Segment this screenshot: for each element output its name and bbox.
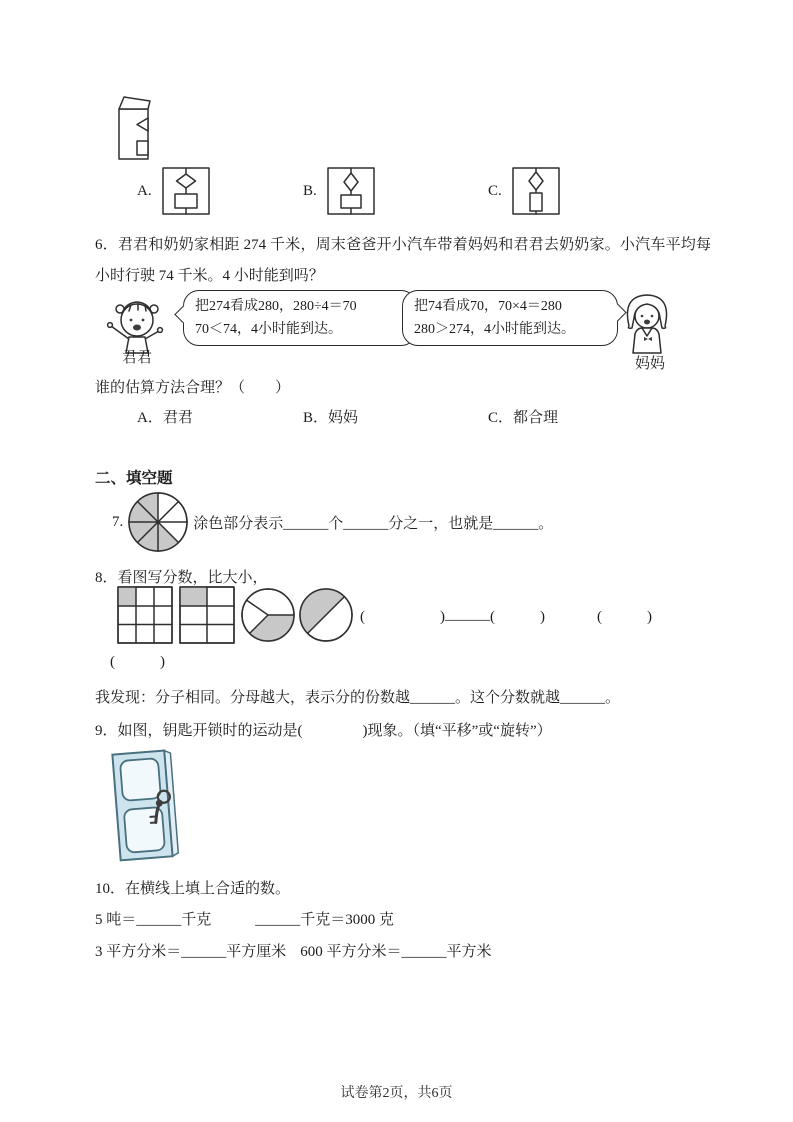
q8-finding: 我发现：分子相同。分母越大，表示分的份数越______。这个分数就越______。 <box>95 690 621 706</box>
compare-blank: ______ <box>445 606 490 623</box>
speech-bubble-junjun <box>183 290 417 346</box>
q5-option-a-figure <box>161 166 211 216</box>
fraction-grid-3x3 <box>117 586 173 644</box>
bubble-junjun-line2: 70＜74，4小时能到达。 <box>195 322 342 337</box>
section-2-title: 二、填空题 <box>95 470 173 487</box>
q5-option-c-label: C. <box>488 182 502 199</box>
q10-line2-left: 3 平方分米＝______平方厘米 <box>95 944 287 960</box>
mother-name: 妈妈 <box>635 356 666 372</box>
q10-line1-left: 5 吨＝______千克 <box>95 912 212 928</box>
q6-option-a: A．君君 <box>137 410 193 426</box>
q5-option-a <box>137 166 211 216</box>
pie-eighths-figure <box>126 490 190 554</box>
q6-option-c: C．都合理 <box>488 410 559 426</box>
question-6-text: 6．君君和奶奶家相距 274 千米，周末爸爸开小汽车带着妈妈和君君去奶奶家。小汽车平均每小时行驶 74 千米。4 小时能到吗？ <box>95 237 711 284</box>
q5-option-c-figure <box>511 166 561 216</box>
q8-figure-row <box>117 586 652 644</box>
q5-option-b <box>303 166 376 216</box>
q10-line1 <box>95 908 394 929</box>
fraction-circle-thirds <box>240 587 296 643</box>
q5-option-b-figure <box>326 166 376 216</box>
q5-option-c <box>488 166 561 216</box>
fraction-blank-4: ( ) <box>110 654 165 670</box>
door-key-figure <box>101 746 193 870</box>
q6-option-b: B．妈妈 <box>303 410 359 426</box>
question-7 <box>112 490 553 554</box>
fraction-circle-halves <box>298 587 354 643</box>
q7-text: 涂色部分表示______个______分之一，也就是______。 <box>193 515 554 532</box>
bubble-mama-line1: 把74看成70，70×4＝280 <box>414 299 562 314</box>
q6-prompt: 谁的估算方法合理？（ ） <box>95 380 291 396</box>
q10-line1-right: ______千克＝3000 克 <box>255 912 395 928</box>
speech-bubble-mama <box>402 290 618 346</box>
bubble-junjun-line1: 把274看成280，280÷4＝70 <box>195 299 357 314</box>
page-footer: 试卷第2页，共6页 <box>340 1086 453 1101</box>
fraction-blank-2: ( ) <box>490 608 545 625</box>
fraction-blank-3: ( ) <box>597 608 652 625</box>
bubble-tail-left <box>174 305 192 323</box>
fraction-blank-1: ( ) <box>360 608 445 625</box>
q10-line2-right: 600 平方分米＝______平方米 <box>300 944 492 960</box>
bubble-mama-line2: 280＞274，4小时能到达。 <box>414 322 575 337</box>
q5-option-a-label: A. <box>137 182 152 199</box>
q6-dialogue-row <box>95 288 715 374</box>
fraction-grid-2x3 <box>179 586 235 644</box>
q10-line2 <box>95 940 492 961</box>
mother-figure <box>609 288 685 354</box>
q10-title: 10．在横线上填上合适的数。 <box>95 881 291 897</box>
folded-card-figure <box>112 92 158 164</box>
q8-title: 8．看图写分数，比大小， <box>95 570 268 586</box>
q7-number: 7. <box>112 513 124 530</box>
q5-option-b-label: B. <box>303 182 317 199</box>
girl-name: 君君 <box>122 350 153 366</box>
q9-text: 9．如图，钥匙开锁时的运动是( )现象。（填“平移”或“旋转”） <box>95 723 552 739</box>
